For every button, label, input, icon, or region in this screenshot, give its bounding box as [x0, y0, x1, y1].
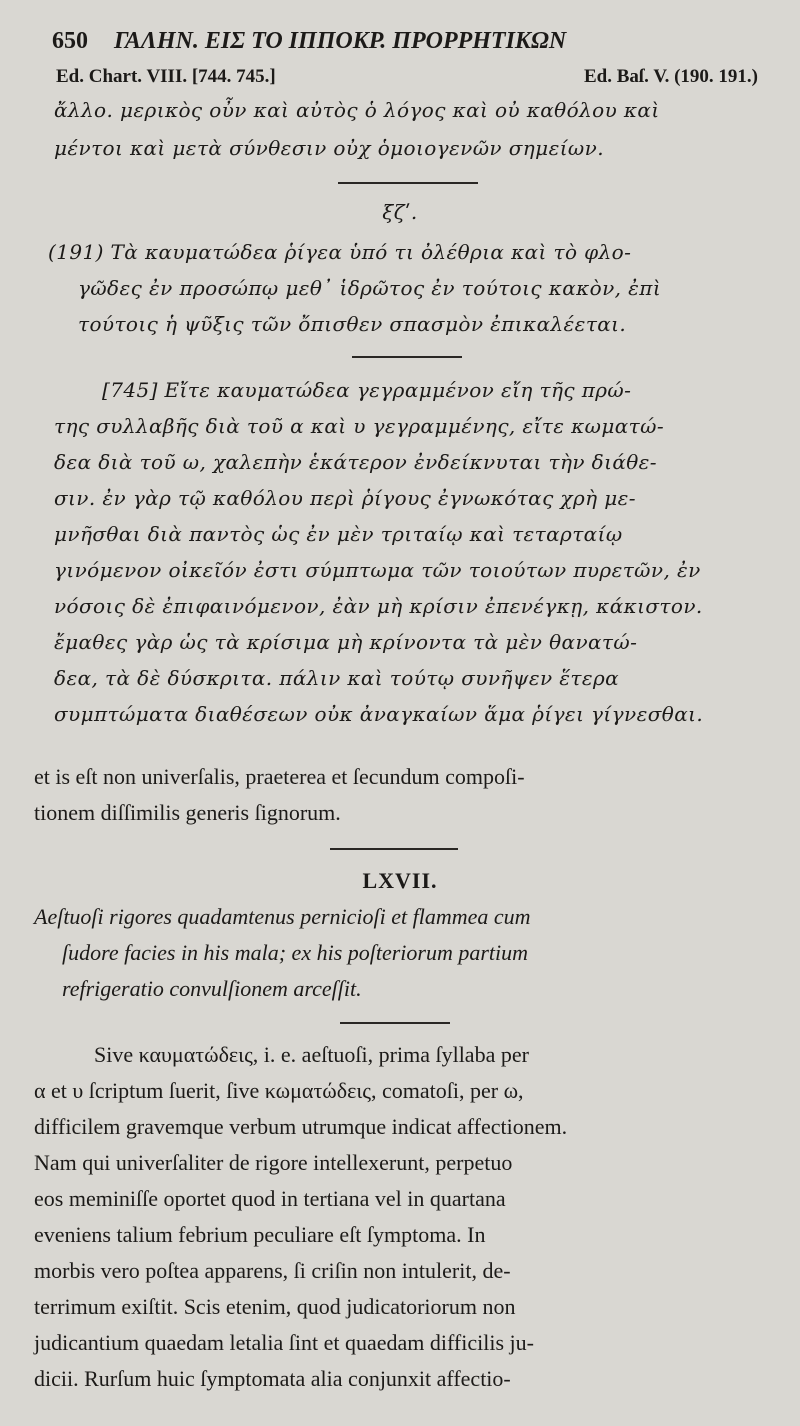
- greek-aphorism-line: (191) Τὰ καυματώδεα ῥίγεα ὑπό τι ὀλέθρια καὶ τὸ φλο-: [48, 240, 632, 264]
- latin-aphorism-line: Aeſtuoſi rigores quadamtenus pernicioſi et flammea cum: [34, 904, 531, 929]
- greek-commentary-line: γινόμενον οἰκεῖόν ἐστι σύμπτωμα τῶν τοιούτων πυρετῶν, ἐν: [54, 558, 701, 582]
- edition-chart-ref: Ed. Chart. VIII. [744. 745.]: [56, 66, 276, 87]
- latin-commentary-line: eveniens talium febrium peculiare eſt ſymptoma. In: [34, 1222, 486, 1247]
- running-head: [52, 28, 752, 55]
- latin-commentary-line: Sive καυματώδεις, i. e. aeſtuoſi, prima ſyllaba per: [94, 1042, 529, 1067]
- section-divider: [352, 356, 462, 358]
- greek-top-line: μέντοι καὶ μετὰ σύνθεσιν οὐχ ὁμοιογενῶν σημείων.: [54, 136, 604, 160]
- greek-commentary-line: νόσοις δὲ ἐπιφαινόμενον, ἐὰν μὴ κρίσιν ἐπενέγκῃ, κάκιστον.: [54, 594, 703, 618]
- running-title: ΓΑΛΗΝ. ΕΙΣ ΤΟ ΙΠΠΟΚΡ. ΠΡΟΡΡΗΤΙΚΩΝ: [114, 28, 567, 54]
- greek-commentary-line: μνῆσθαι διὰ παντὸς ὡς ἐν μὲν τριταίῳ καὶ τεταρταίῳ: [54, 522, 623, 546]
- latin-aphorism-line: ſudore facies in his mala; ex his poſteriorum partium: [62, 940, 529, 965]
- greek-section-number: ξζʹ.: [382, 200, 418, 224]
- latin-commentary-line: judicantium quaedam letalia ſint et quaedam difficilis ju-: [34, 1330, 534, 1355]
- latin-aphorism-line: refrigeratio convulſionem arceſſit.: [62, 976, 362, 1001]
- greek-top-line: ἄλλο. μερικὸς οὖν καὶ αὐτὸς ὁ λόγος καὶ οὐ καθόλου καὶ: [54, 98, 660, 122]
- greek-commentary-line: δεα διὰ τοῦ ω, χαλεπὴν ἑκάτερον ἐνδείκνυται τὴν διάθε-: [54, 450, 657, 474]
- edition-basel-ref: Ed. Baſ. V. (190. 191.): [583, 66, 758, 87]
- latin-commentary-line: morbis vero poſtea apparens, ſi criſin non intulerit, de-: [34, 1258, 511, 1283]
- latin-commentary-line: eos meminiſſe oportet quod in tertiana vel in quartana: [34, 1186, 506, 1211]
- section-divider: [338, 182, 478, 184]
- greek-aphorism-line: γῶδες ἐν προσώπῳ μεθ᾽ ἱδρῶτος ἐν τούτοις κακὸν, ἐπὶ: [78, 276, 662, 300]
- greek-commentary-line: ἔμαθες γὰρ ὡς τὰ κρίσιμα μὴ κρίνοντα τὰ μὲν θανατώ-: [54, 630, 638, 654]
- section-divider: [330, 848, 458, 850]
- greek-commentary-line: της συλλαβῆς διὰ τοῦ α καὶ υ γεγραμμένης, εἴτε κωματώ-: [54, 414, 665, 438]
- page-number: 650: [52, 28, 88, 54]
- edition-line: [56, 66, 758, 88]
- greek-commentary-line: δεα, τὰ δὲ δύσκριτα. πάλιν καὶ τούτῳ συνῆψεν ἕτερα: [54, 666, 620, 690]
- latin-commentary-line: dicii. Rurſum huic ſymptomata alia conjunxit affectio-: [34, 1366, 511, 1391]
- latin-top-line: et is eſt non univerſalis, praeterea et ſecundum compoſi-: [34, 764, 525, 789]
- greek-aphorism-line: τούτοις ἡ ψῦξις τῶν ὄπισθεν σπασμὸν ἐπικαλέεται.: [78, 312, 627, 336]
- latin-commentary-line: α et υ ſcriptum ſuerit, ſive κωματώδεις, comatoſi, per ω,: [34, 1078, 524, 1103]
- greek-commentary-line: [745] Εἴτε καυματώδεα γεγραμμένον εἴη τῆς πρώ-: [102, 378, 632, 402]
- latin-commentary-line: Nam qui univerſaliter de rigore intellexerunt, perpetuo: [34, 1150, 513, 1175]
- section-divider: [340, 1022, 450, 1024]
- latin-commentary-line: terrimum exiſtit. Scis etenim, quod judicatoriorum non: [34, 1294, 516, 1319]
- latin-top-line: tionem diſſimilis generis ſignorum.: [34, 800, 341, 825]
- greek-commentary-line: συμπτώματα διαθέσεων οὐκ ἀναγκαίων ἅμα ῥίγει γίγνεσθαι.: [54, 702, 704, 726]
- greek-commentary-line: σιν. ἐν γὰρ τῷ καθόλου περὶ ῥίγους ἐγνωκότας χρὴ με-: [54, 486, 636, 510]
- latin-commentary-line: difficilem gravemque verbum utrumque indicat affectionem.: [34, 1114, 568, 1139]
- latin-section-number: LXVII.: [362, 868, 438, 893]
